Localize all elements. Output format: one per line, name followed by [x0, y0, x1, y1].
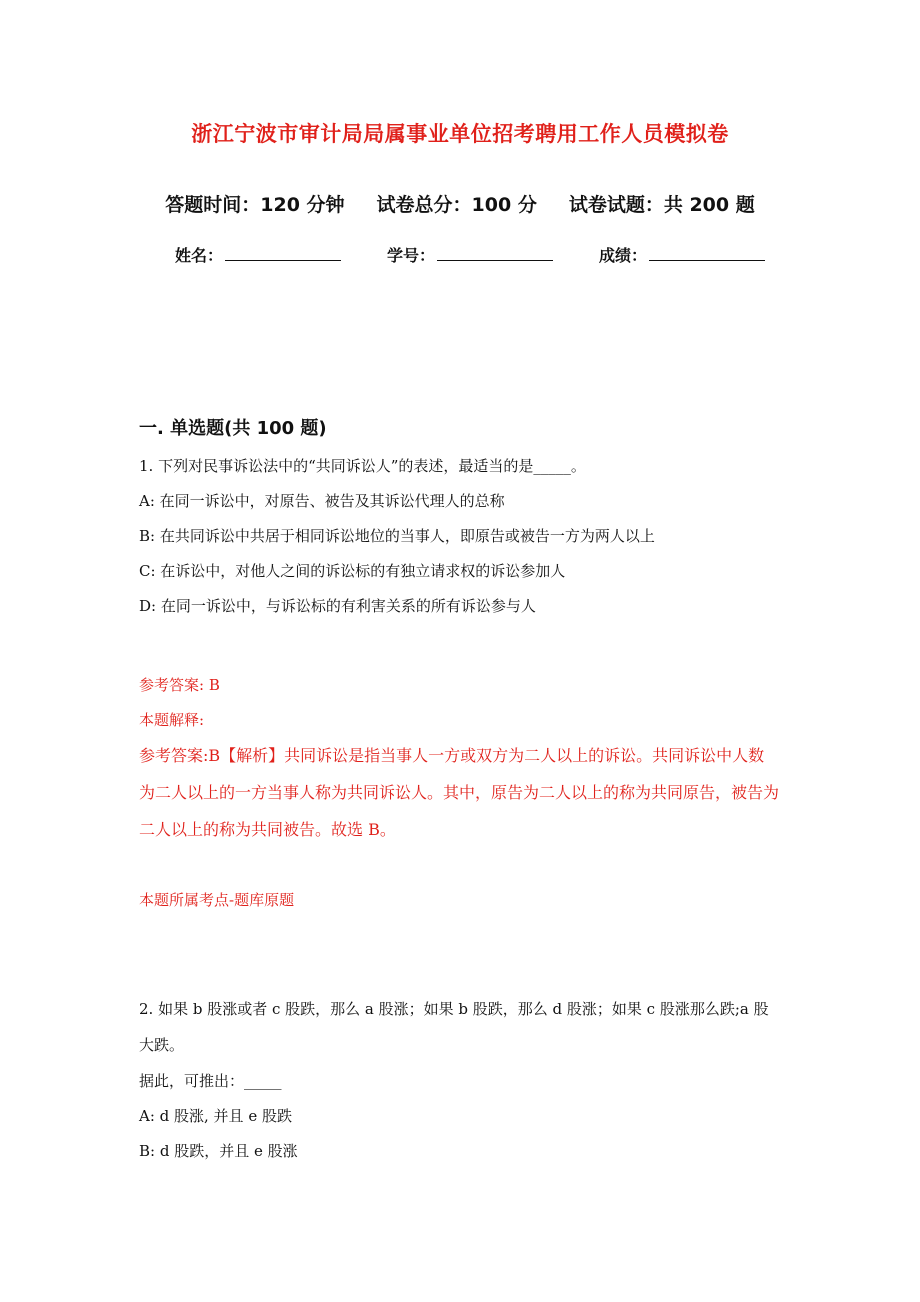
grade-field	[599, 243, 765, 266]
question-1-answer-block	[139, 668, 784, 738]
question-1-explanation: 参考答案:B【解析】共同诉讼是指当事人一方或双方为二人以上的诉讼。共同诉讼中人数为二人以上的一方当事人称为共同诉讼人。其中，原告为二人以上的称为共同原告，被告为二人以上的称为共同被告。故选 B。	[139, 746, 780, 839]
question-1-option-d: D: 在同一诉讼中，与诉讼标的有利害关系的所有诉讼参与人	[139, 597, 536, 615]
grade-blank	[649, 246, 765, 261]
question-2-option-b: B: d 股跌，并且 e 股涨	[139, 1142, 298, 1160]
question-1-option-a: A: 在同一诉讼中，对原告、被告及其诉讼代理人的总称	[139, 492, 505, 510]
question-2-prompt: 据此，可推出：_____	[139, 1072, 282, 1090]
question-2-option-a: A: d 股涨, 并且 e 股跌	[139, 1107, 292, 1125]
student-info-row	[175, 243, 765, 266]
name-blank	[225, 246, 341, 261]
document-title: 浙江宁波市审计局局属事业单位招考聘用工作人员模拟卷	[191, 122, 729, 146]
question-2	[139, 1064, 784, 1169]
question-1-stem: 1. 下列对民事诉讼法中的“共同诉讼人”的表述，最适当的是_____。	[139, 457, 586, 475]
exam-question-count: 试卷试题：共 200 题	[568, 194, 755, 216]
exam-meta	[0, 190, 920, 217]
student-id-field	[387, 243, 553, 266]
question-1	[139, 449, 784, 624]
question-1-explain-label: 本题解释:	[139, 711, 205, 729]
grade-label: 成绩：	[599, 246, 648, 265]
question-1-option-c: C: 在诉讼中，对他人之间的诉讼标的有独立请求权的诉讼参加人	[139, 562, 566, 580]
question-1-topic: 本题所属考点-题库原题	[139, 891, 295, 909]
student-id-label: 学号：	[387, 246, 436, 265]
question-1-answer: 参考答案: B	[139, 676, 220, 694]
exam-total-score: 试卷总分：100 分	[376, 194, 537, 216]
exam-time: 答题时间：120 分钟	[165, 194, 345, 216]
student-id-blank	[437, 246, 553, 261]
name-label: 姓名：	[175, 246, 224, 265]
name-field	[175, 243, 341, 266]
question-1-option-b: B: 在共同诉讼中共居于相同诉讼地位的当事人，即原告或被告一方为两人以上	[139, 527, 655, 545]
section-heading: 一. 单选题(共 100 题)	[139, 418, 327, 439]
question-2-stem: 2. 如果 b 股涨或者 c 股跌，那么 a 股涨；如果 b 股跌，那么 d 股涨；如果 c 股涨那么跌;a 股大跌。	[139, 1000, 769, 1054]
